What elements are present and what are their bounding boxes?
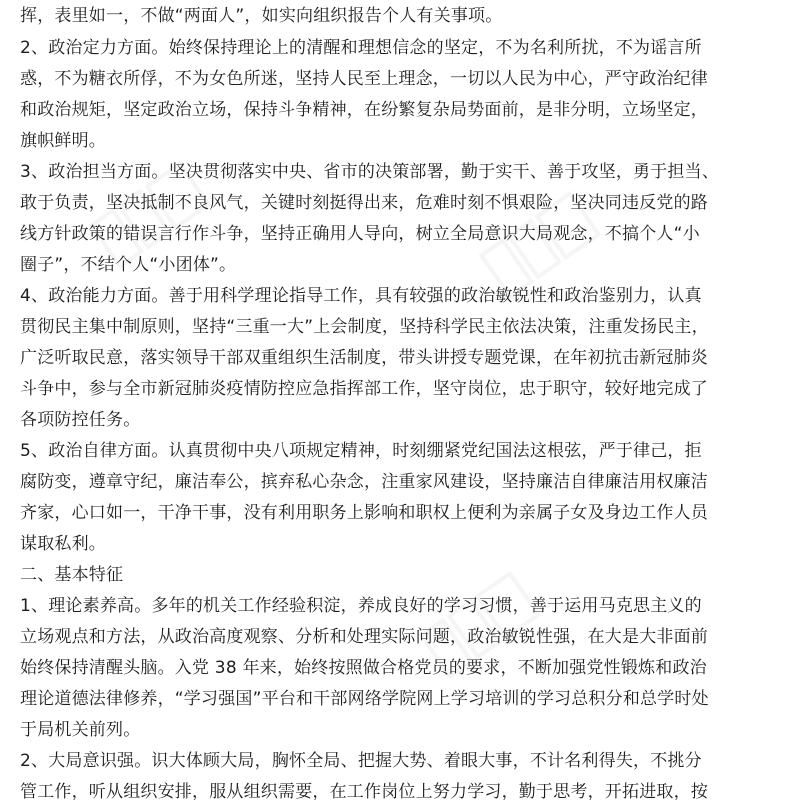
text-line: 2、政治定力方面。始终保持理论上的清醒和理想信念的坚定，不为名利所扰，不为谣言所 (20, 38, 702, 58)
text-line: 圈子”，不结个人“小团体”。 (20, 255, 237, 275)
text-line: 2、大局意识强。识大体顾大局，胸怀全局、把握大势、着眼大事，不计名利得失，不挑分 (20, 751, 702, 771)
text-line: 惑，不为糖衣所俘，不为女色所迷，坚持人民至上理念，一切以人民为中心，严守政治纪律 (20, 69, 708, 89)
text-line: 广泛听取民意，落实领导干部双重组织生活制度，带头讲授专题党课，在年初抗击新冠肺炎 (20, 348, 708, 368)
text-line: 旗帜鲜明。 (20, 131, 106, 151)
text-line: 和政治规矩，坚定政治立场，保持斗争精神，在纷繁复杂局势面前，是非分明，立场坚定， (20, 100, 708, 120)
text-line: 管工作，听从组织安排，服从组织需要，在工作岗位上努力学习，勤于思考，开拓进取，按 (20, 782, 708, 800)
text-line: 斗争中，参与全市新冠肺炎疫情防控应急指挥部工作，坚守岗位，忠于职守，较好地完成了 (20, 379, 708, 399)
text-line: 谋取私利。 (20, 534, 106, 554)
text-line: 挥，表里如一，不做“两面人”，如实向组织报告个人有关事项。 (20, 6, 503, 26)
text-line: 5、政治自律方面。认真贯彻中央八项规定精神，时刻绷紧党纪国法这根弦，严于律己，拒 (20, 441, 702, 461)
text-line: 立场观点和方法，从政治高度观察、分析和处理实际问题，政治敏锐性强，在大是大非面前 (20, 627, 708, 647)
text-line: 敢于负责，坚决抵制不良风气，关键时刻挺得出来，危难时刻不惧艰险，坚决同违反党的路 (20, 193, 708, 213)
text-line: 3、政治担当方面。坚决贯彻落实中央、省市的决策部署，勤于实干、善于攻坚，勇于担当、 (20, 162, 720, 182)
text-line: 于局机关前列。 (20, 720, 141, 740)
text-line: 贯彻民主集中制原则，坚持“三重一大”上会制度，坚持科学民主依法决策，注重发扬民主， (20, 317, 709, 337)
text-line: 线方针政策的错误言行作斗争，坚持正确用人导向，树立全局意识大局观念，不搞个人“小 (20, 224, 700, 244)
text-line: 1、理论素养高。多年的机关工作经验积淀，养成良好的学习习惯，善于运用马克思主义的 (20, 596, 702, 616)
section-heading: 二、基本特征 (20, 565, 124, 585)
text-line: 4、政治能力方面。善于用科学理论指导工作，具有较强的政治敏锐性和政治鉴别力，认真 (20, 286, 702, 306)
text-line: 腐防变，遵章守纪，廉洁奉公，摈弃私心杂念，注重家风建设，坚持廉洁自律廉洁用权廉洁 (20, 472, 708, 492)
text-line: 理论道德法律修养，“学习强国”平台和干部网络学院网上学习培训的学习总积分和总学时处 (20, 689, 709, 709)
text-line: 各项防控任务。 (20, 410, 141, 430)
text-line: 始终保持清醒头脑。入党 38 年来，始终按照做合格党员的要求，不断加强党性锻炼和政治 (20, 658, 707, 678)
text-line: 齐家，心口如一，干净干事，没有利用职务上影响和职权上便利为亲属子女及身边工作人员 (20, 503, 708, 523)
